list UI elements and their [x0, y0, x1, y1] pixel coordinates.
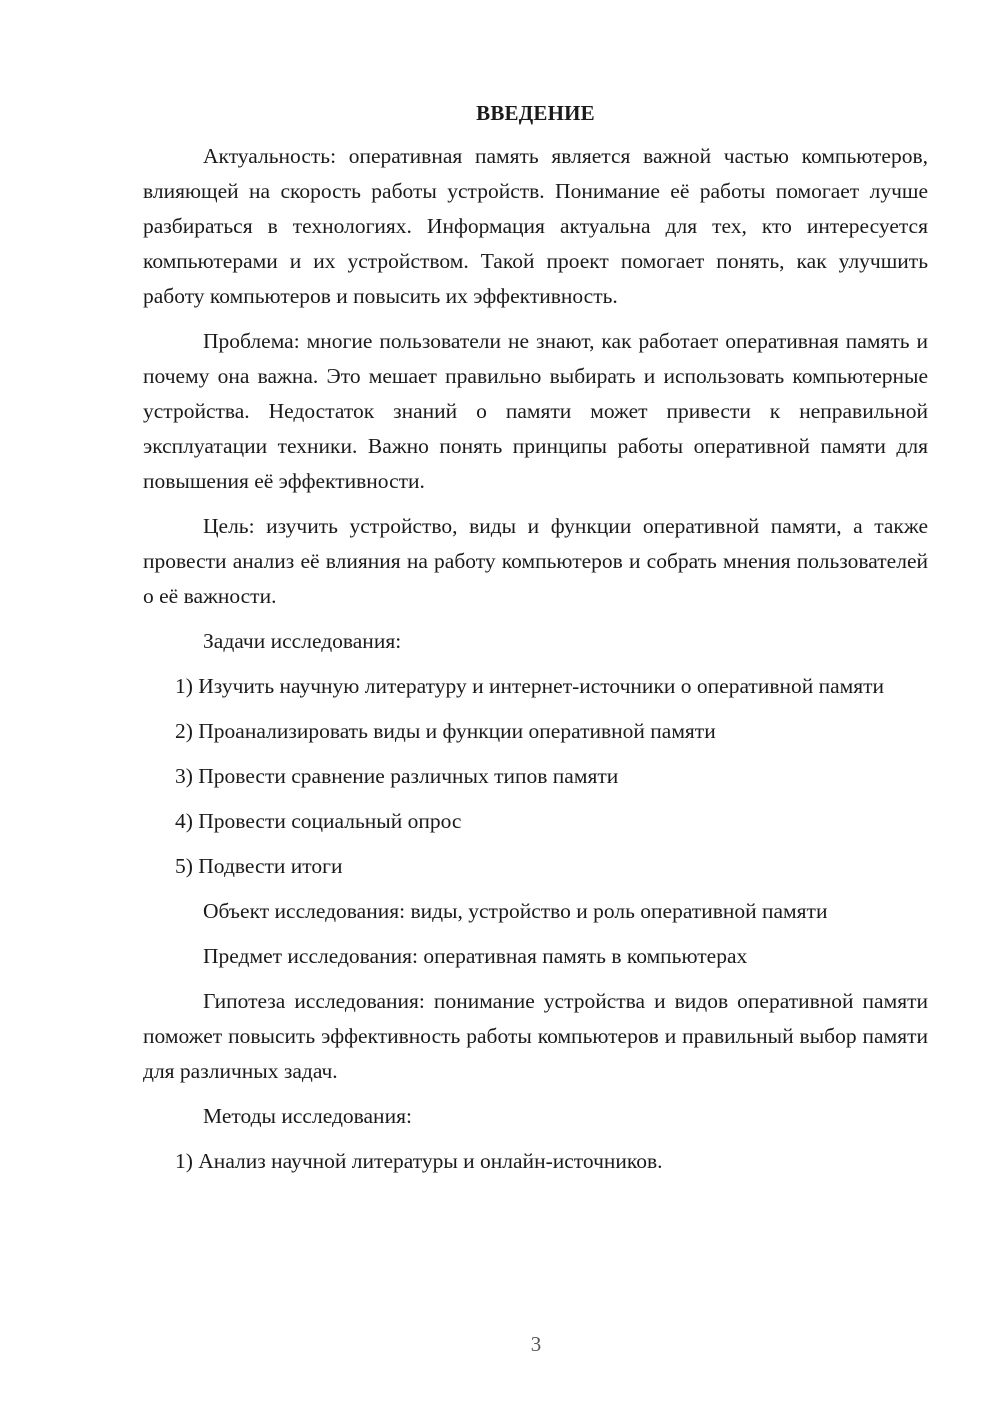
methods-heading: Методы исследования: — [203, 1104, 412, 1128]
task-item-2: 2) Проанализировать виды и функции оперативной памяти — [175, 719, 716, 743]
problem-paragraph: Проблема: многие пользователи не знают, как работает оперативная память и почему она важна. Это мешает правильно выбирать и использовать компьютерные устройства. Недостаток знаний о памяти может привести к неправильной эксплуатации техники. Важно понять принципы работы оперативной памяти для повышения её эффективности. — [143, 329, 928, 493]
relevance-paragraph: Актуальность: оперативная память является важной частью компьютеров, влияющей на скорость работы устройств. Понимание её работы помогает лучше разбираться в технологиях. Информация актуальна для тех, кто интересуется компьютерами и их устройством. Такой проект помогает понять, как улучшить работу компьютеров и повысить их эффективность. — [143, 144, 928, 308]
section-title: ВВЕДЕНИЕ — [476, 101, 595, 125]
research-object: Объект исследования: виды, устройство и роль оперативной памяти — [203, 899, 828, 923]
task-item-4: 4) Провести социальный опрос — [175, 809, 462, 833]
task-item-3: 3) Провести сравнение различных типов памяти — [175, 764, 619, 788]
document-page — [143, 96, 928, 1189]
task-item-1: 1) Изучить научную литературу и интернет-источники о оперативной памяти — [175, 674, 885, 698]
hypothesis-paragraph: Гипотеза исследования: понимание устройства и видов оперативной памяти поможет повысить эффективность работы компьютеров и правильный выбор памяти для различных задач. — [143, 989, 928, 1083]
method-item-1: 1) Анализ научной литературы и онлайн-источников. — [175, 1149, 663, 1173]
tasks-heading: Задачи исследования: — [203, 629, 402, 653]
page-number: 3 — [530, 1332, 542, 1356]
task-item-5: 5) Подвести итоги — [175, 854, 343, 878]
research-subject: Предмет исследования: оперативная память в компьютерах — [203, 944, 748, 968]
goal-paragraph: Цель: изучить устройство, виды и функции оперативной памяти, а также провести анализ её влияния на работу компьютеров и собрать мнения пользователей о её важности. — [143, 514, 928, 608]
